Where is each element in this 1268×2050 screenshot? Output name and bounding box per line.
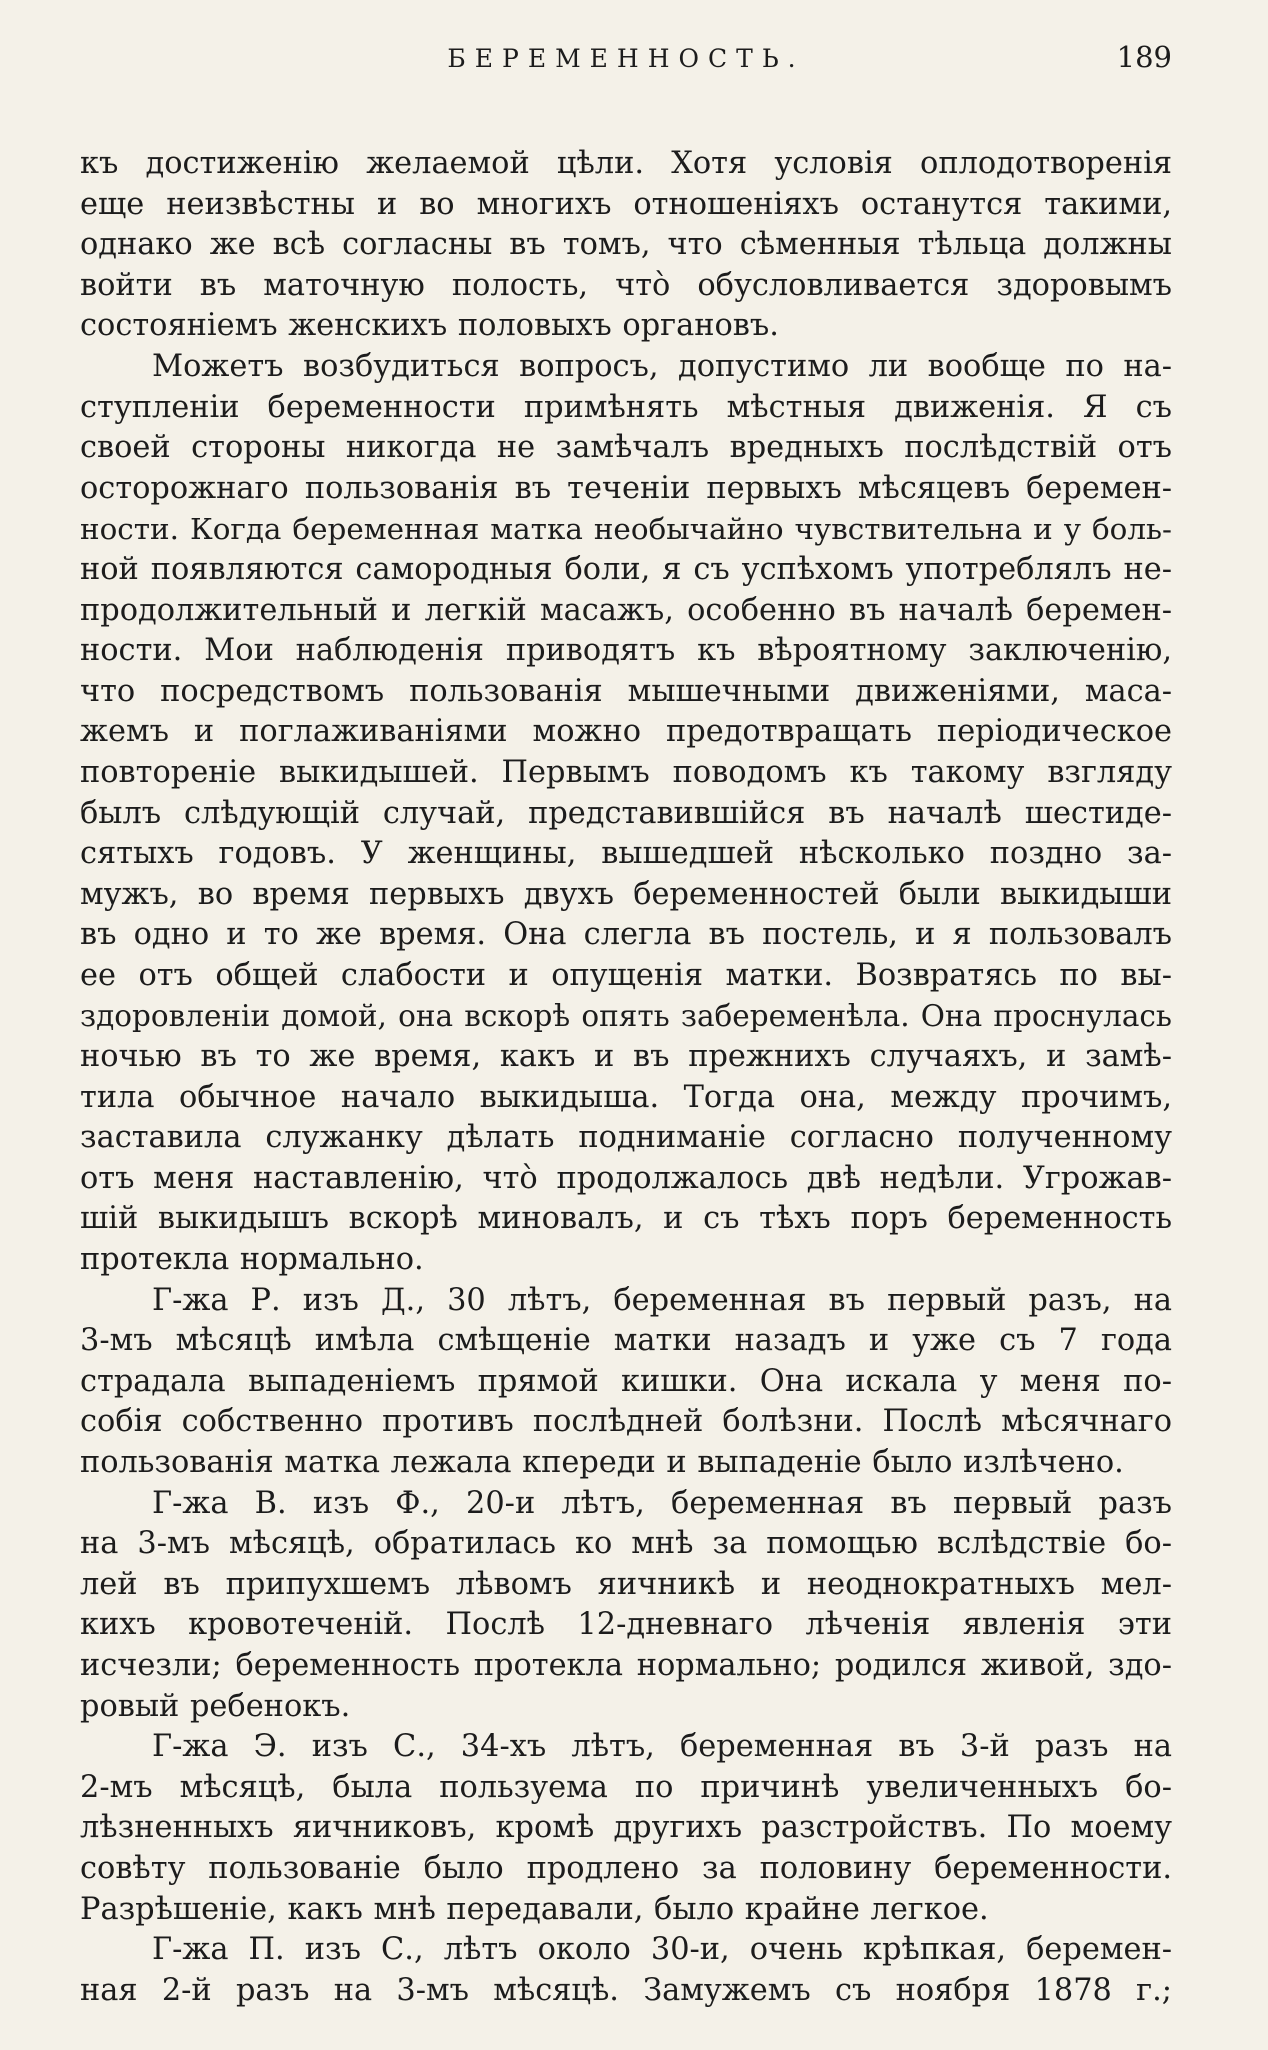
text-line: ступленіи беременности примѣнять мѣстныя движенія. Я съ — [80, 389, 1172, 425]
text-line: собія собственно противъ послѣдней болѣзни. Послѣ мѣсячнаго — [80, 1404, 1172, 1440]
text-line: заставила служанку дѣлать подниманіе согласно полученному — [80, 1120, 1172, 1156]
text-line: страдала выпаденіемъ прямой кишки. Она искала у меня по- — [80, 1363, 1172, 1399]
text-line: на 3-мъ мѣсяцѣ, обратилась ко мнѣ за помощью вслѣдствіе бо- — [80, 1526, 1172, 1562]
text-line: здоровленіи домой, она вскорѣ опять забеременѣла. Она проснулась — [80, 999, 1172, 1034]
page-number: 189 — [1116, 40, 1172, 74]
text-line: исчезли; беременность протекла нормально; родился живой, здо- — [80, 1647, 1172, 1683]
text-line: продолжительный и легкій масажъ, особенно въ началѣ беремен- — [80, 592, 1172, 628]
text-line: Г-жа Э. изъ С., 34-хъ лѣтъ, беременная въ 3-й разъ на — [152, 1729, 1172, 1765]
text-line: повтореніе выкидышей. Первымъ поводомъ къ такому взгляду — [80, 754, 1172, 790]
running-header — [80, 36, 1172, 88]
body-text — [80, 144, 1172, 2011]
text-line: ночью въ то же время, какъ и въ прежнихъ случаяхъ, и замѣ- — [80, 1039, 1172, 1075]
text-line: протекла нормально. — [80, 1242, 424, 1278]
running-title: БЕРЕМЕННОСТЬ. — [447, 44, 805, 73]
text-line: пользованія матка лежала кпереди и выпаденіе было излѣчено. — [80, 1445, 1124, 1480]
text-line: Можетъ возбудиться вопросъ, допустимо ли вообще по на- — [152, 348, 1172, 384]
text-line: Г-жа Р. изъ Д., 30 лѣтъ, беременная въ первый разъ, на — [152, 1282, 1172, 1318]
text-line: ности. Мои наблюденія приводятъ къ вѣроятному заключенію, — [80, 633, 1172, 669]
text-line: лей въ припухшемъ лѣвомъ яичникѣ и неоднократныхъ мел- — [80, 1566, 1172, 1602]
text-line: ности. Когда беременная матка необычайно чувствительна и у боль- — [80, 512, 1172, 547]
text-line: шій выкидышъ вскорѣ миновалъ, и съ тѣхъ поръ беременность — [80, 1201, 1172, 1237]
text-line: осторожнаго пользованія въ теченіи первыхъ мѣсяцевъ беремен- — [80, 470, 1172, 506]
text-line: Разрѣшеніе, какъ мнѣ передавали, было крайне легкое. — [80, 1891, 989, 1927]
text-line: мужъ, во время первыхъ двухъ беременностей были выкидыши — [80, 876, 1172, 912]
text-line: сятыхъ годовъ. У женщины, вышедшей нѣсколько поздно за- — [80, 836, 1172, 872]
text-line: тила обычное начало выкидыша. Тогда она, между прочимъ, — [80, 1079, 1172, 1115]
text-line: кихъ кровотеченій. Послѣ 12-дневнаго лѣченія явленія эти — [80, 1607, 1172, 1643]
text-line: ной появляются самородныя боли, я съ успѣхомъ употреблялъ не- — [80, 551, 1172, 587]
text-line: въ одно и то же время. Она слегла въ постель, и я пользовалъ — [80, 917, 1172, 953]
text-line: былъ слѣдующій случай, представившійся въ началѣ шестиде- — [80, 795, 1172, 831]
text-line: ровый ребенокъ. — [80, 1688, 351, 1724]
text-line: однако же всѣ согласны въ томъ, что сѣменныя тѣльца должны — [80, 227, 1172, 263]
text-line: своей стороны никогда не замѣчалъ вредныхъ послѣдствій отъ — [80, 430, 1172, 466]
text-line: 2-мъ мѣсяцѣ, была пользуема по причинѣ увеличенныхъ бо- — [80, 1769, 1172, 1805]
text-line: къ достиженію желаемой цѣли. Хотя условія оплодотворенія — [80, 146, 1172, 181]
text-line: Г-жа В. изъ Ф., 20-и лѣтъ, беременная въ первый разъ — [152, 1485, 1172, 1521]
text-line: лѣзненныхъ яичниковъ, кромѣ другихъ разстройствъ. По моему — [80, 1810, 1172, 1846]
text-line: Г-жа П. изъ С., лѣтъ около 30-и, очень крѣпкая, беремен- — [152, 1932, 1172, 1968]
text-line: совѣту пользованіе было продлено за половину беременности. — [80, 1850, 1172, 1886]
text-line: еще неизвѣстны и во многихъ отношеніяхъ останутся такими, — [80, 186, 1172, 222]
text-line: ная 2-й разъ на 3-мъ мѣсяцѣ. Замужемъ съ ноября 1878 г.; — [80, 1972, 1172, 2008]
text-line: ее отъ общей слабости и опущенія матки. Возвратясь по вы- — [80, 957, 1172, 993]
text-line: отъ меня наставленію, что̀ продолжалось двѣ недѣли. Угрожав- — [80, 1160, 1172, 1196]
text-line: войти въ маточную полость, что̀ обусловливается здоровымъ — [80, 267, 1172, 303]
text-line: жемъ и поглаживаніями можно предотвращать періодическое — [80, 714, 1172, 750]
text-line: что посредствомъ пользованія мышечными движеніями, маса- — [80, 673, 1172, 709]
text-line: 3-мъ мѣсяцѣ имѣла смѣщеніе матки назадъ и уже съ 7 года — [80, 1323, 1172, 1359]
text-line: состояніемъ женскихъ половыхъ органовъ. — [80, 308, 779, 344]
